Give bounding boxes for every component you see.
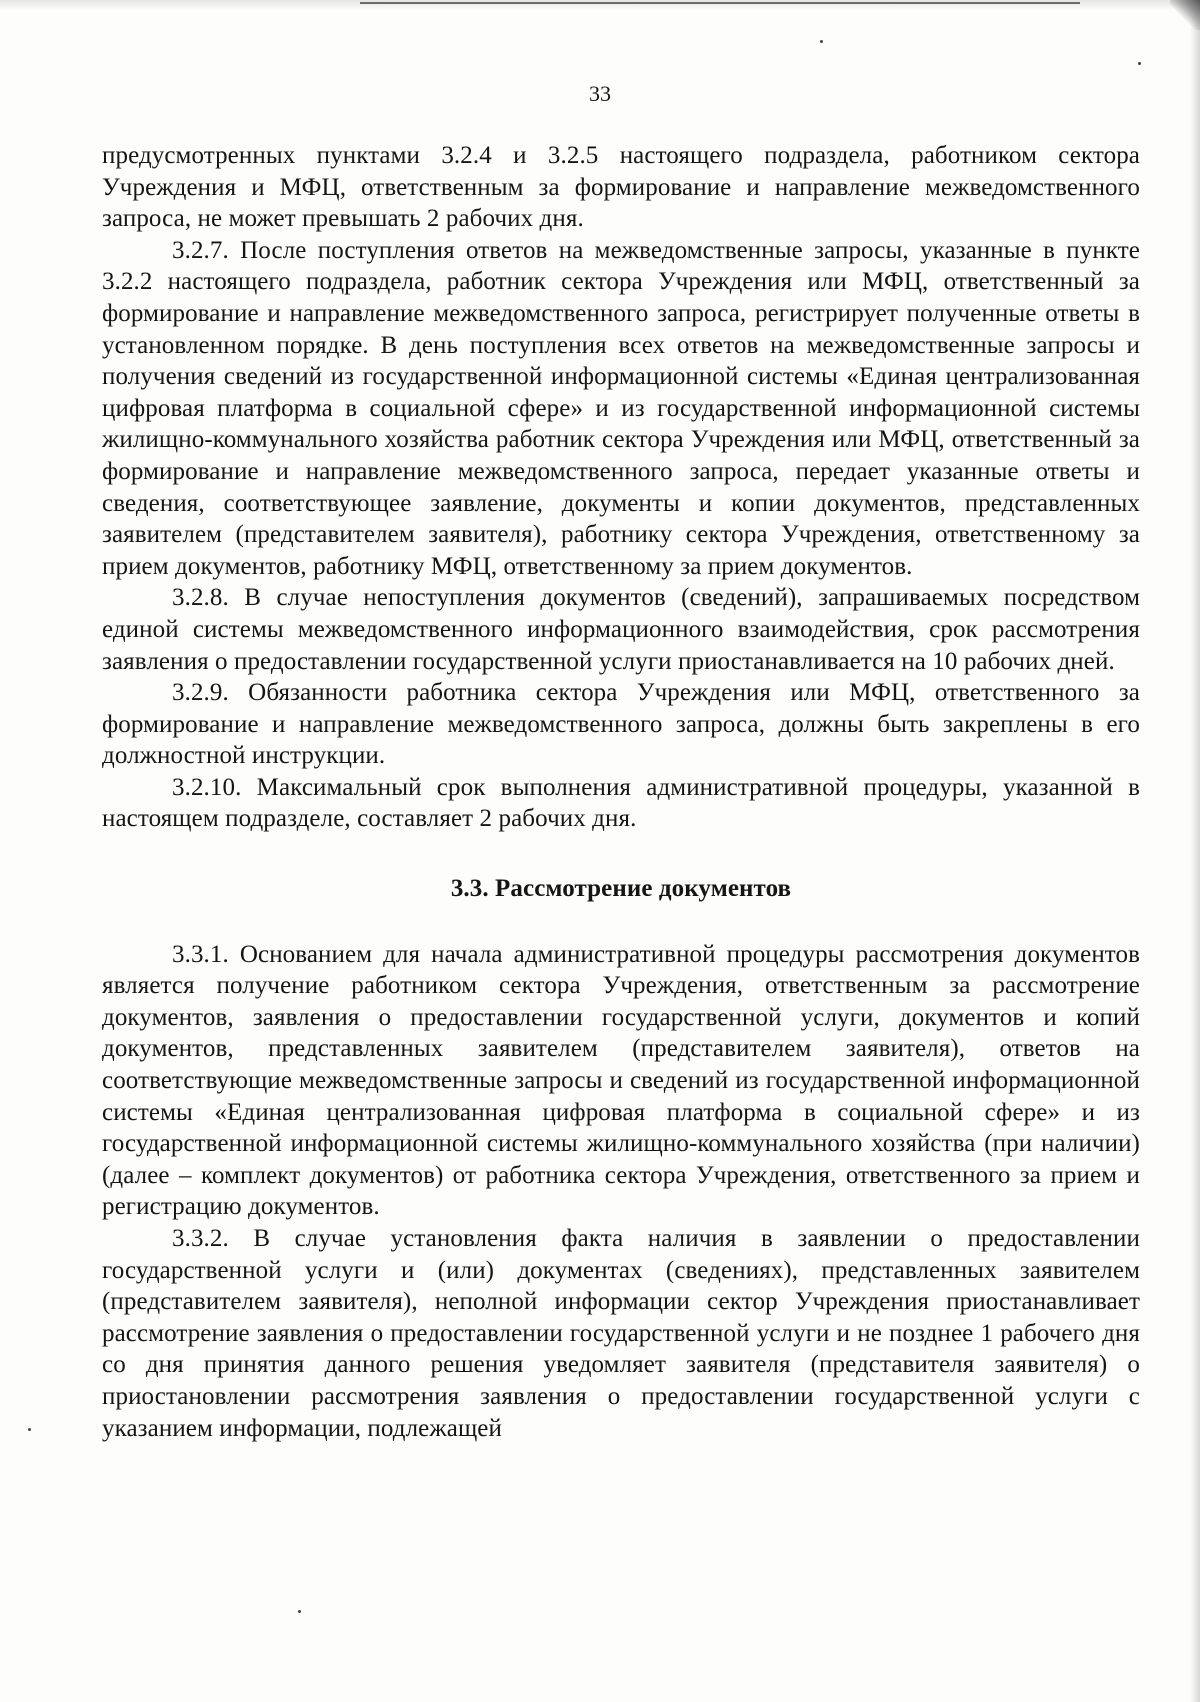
scan-artifact-line — [360, 2, 1080, 4]
paragraph-continuation: предусмотренных пунктами 3.2.4 и 3.2.5 настоящего подраздела, работником сектора Учреждения и МФЦ, ответственным за формирование и направление межведомственного запроса, не может превышать 2 рабочих дня. — [102, 142, 1140, 233]
page-number: 33 — [589, 81, 611, 106]
scan-speck — [1138, 62, 1141, 65]
scan-speck — [820, 40, 823, 43]
scan-corner-artifact — [1170, 0, 1200, 30]
scan-speck — [298, 1610, 301, 1613]
paragraph-3-2-9: 3.2.9. Обязанности работника сектора Учреждения или МФЦ, ответственного за формирование и направление межведомственного запроса, должны быть закреплены в его должностной инструкции. — [102, 679, 1140, 770]
paragraph-3-3-1: 3.3.1. Основанием для начала административной процедуры рассмотрения документов является получение работником сектора Учреждения, ответственным за рассмотрение документов, заявления о предоставлении государственной услуги, документов и копий документов, представленных заявителем (представителем заявителя), ответов на соответствующие межведомственные запросы и сведений из государственной информационной системы «Единая централизованная цифровая платформа в социальной сфере» и из государственной информационной системы жилищно-коммунального хозяйства (при наличии) (далее – комплект документов) от работника сектора Учреждения, ответственного за прием и регистрацию документов. — [102, 940, 1140, 1221]
paragraph-3-2-7: 3.2.7. После поступления ответов на межведомственные запросы, указанные в пункте 3.2.2 настоящего подраздела, работник сектора Учреждения или МФЦ, ответственный за формирование и направление межведомственного запроса, регистрирует полученные ответы в установленном порядке. В день поступления всех ответов на межведомственные запросы и получения сведений из государственной информационной системы «Единая централизованная цифровая платформа в социальной сфере» и из государственной информационной системы жилищно-коммунального хозяйства работник сектора Учреждения или МФЦ, ответственный за формирование и направление межведомственного запроса, передает указанные ответы и сведения, соответствующее заявление, документы и копии документов, представленных заявителем (представителем заявителя), работнику сектора Учреждения, ответственному за прием документов, работнику МФЦ, ответственному за прием документов. — [102, 236, 1140, 580]
scan-edge-right — [1190, 0, 1200, 1702]
section-heading: 3.3. Рассмотрение документов — [450, 875, 792, 903]
paragraph-3-3-2: 3.3.2. В случае установления факта наличия в заявлении о предоставлении государственной услуги и (или) документах (сведениях), представленных заявителем (представителем заявителя), неполной информации сектор Учреждения приостанавливает рассмотрение заявления о предоставлении государственной услуги и не позднее 1 рабочего дня со дня принятия данного решения уведомляет заявителя (представителя заявителя) о приостановлении рассмотрения заявления о предоставлении государственной услуги с указанием информации, подлежащей — [102, 1225, 1140, 1442]
scan-speck — [28, 1428, 31, 1431]
document-body — [102, 140, 1140, 1444]
paragraph-3-2-8: 3.2.8. В случае непоступления документов (сведений), запрашиваемых посредством единой системы межведомственного информационного взаимодействия, срок рассмотрения заявления о предоставлении государственной услуги приостанавливается на 10 рабочих дней. — [102, 584, 1140, 675]
paragraph-3-2-10: 3.2.10. Максимальный срок выполнения административной процедуры, указанной в настоящем подразделе, составляет 2 рабочих дня. — [102, 773, 1140, 833]
